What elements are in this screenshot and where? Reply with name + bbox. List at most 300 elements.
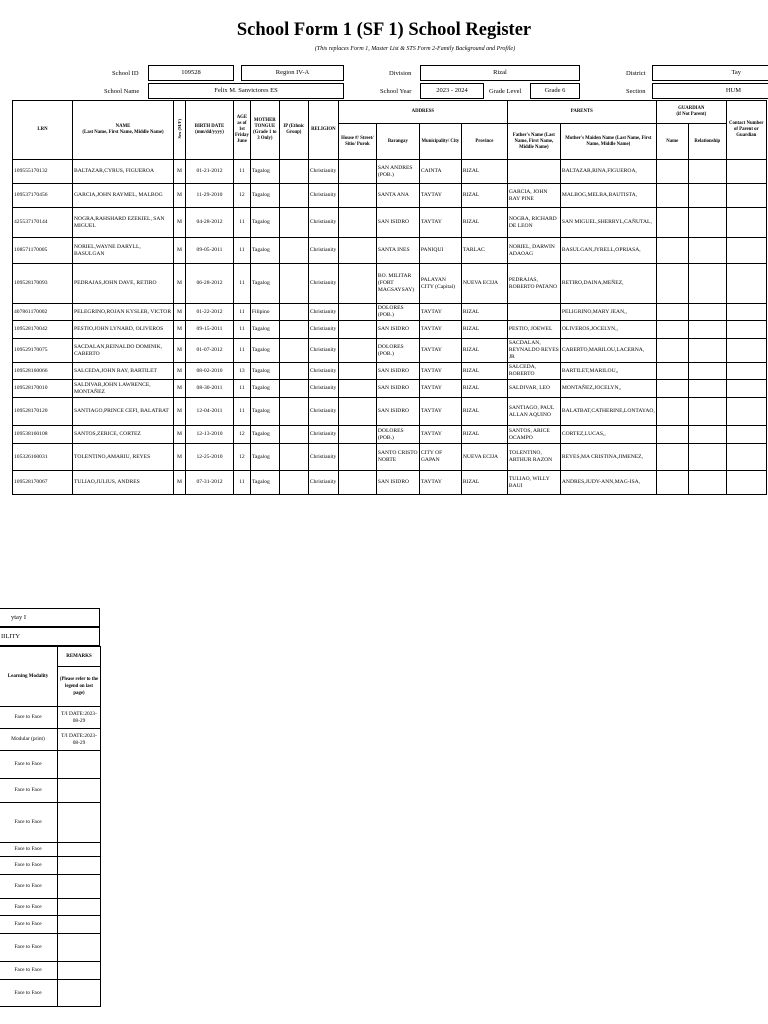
cell-mother: MALBOG,MELBA,BAUTISTA, bbox=[560, 184, 656, 208]
col-house: House #/ Street/ Sitio/ Purok bbox=[338, 124, 376, 160]
cell-contact bbox=[726, 184, 766, 208]
side-district-fragment: ytay I bbox=[0, 608, 100, 627]
cell-father: GARCIA, JOHN RAY PINE bbox=[507, 184, 560, 208]
col-age: AGE as of 1st Friday June bbox=[234, 101, 251, 160]
modality-cell: Face to Face bbox=[0, 934, 58, 962]
cell-birth: 08-02-2010 bbox=[186, 363, 234, 380]
col-birth: BIRTH DATE (mm/dd/yyyy) bbox=[186, 101, 234, 160]
cell-barangay: SAN ISIDRO bbox=[376, 208, 419, 238]
cell-contact bbox=[726, 444, 766, 471]
cell-religion: Christianity bbox=[308, 380, 338, 398]
cell-ip bbox=[279, 444, 308, 471]
cell-mother: CORTEZ,LUCAS,, bbox=[560, 426, 656, 444]
col-mother-tongue: MOTHER TONGUE (Grade 1 to 3 Only) bbox=[250, 101, 279, 160]
cell-house bbox=[338, 184, 376, 208]
cell-name: SANTOS,ZERICE, CORTEZ bbox=[73, 426, 174, 444]
table-row bbox=[13, 208, 767, 238]
modality-row bbox=[0, 843, 101, 857]
modality-cell: Face to Face bbox=[0, 843, 58, 857]
cell-contact bbox=[726, 208, 766, 238]
cell-age: 12 bbox=[234, 184, 251, 208]
cell-house bbox=[338, 208, 376, 238]
cell-province: RIZAL bbox=[461, 380, 507, 398]
cell-mother: SAN MIGUEL,SHERRYL,CAÑUTAL, bbox=[560, 208, 656, 238]
cell-contact bbox=[726, 398, 766, 426]
cell-barangay: BO. MILITAR (FORT MAGSAYSAY) bbox=[376, 264, 419, 304]
cell-municipality: PALAYAN CITY (Capital) bbox=[419, 264, 461, 304]
cell-lrn: 105326160031 bbox=[13, 444, 73, 471]
cell-father: SALCEDA, ROBERTO bbox=[507, 363, 560, 380]
cell-province: RIZAL bbox=[461, 363, 507, 380]
modality-cell: Face to Face bbox=[0, 857, 58, 875]
cell-contact bbox=[726, 471, 766, 495]
cell-religion: Christianity bbox=[308, 363, 338, 380]
cell-province: TARLAC bbox=[461, 238, 507, 264]
remarks-cell bbox=[58, 751, 101, 779]
cell-g_name bbox=[656, 208, 688, 238]
cell-municipality: CAINTA bbox=[419, 160, 461, 184]
cell-tongue: Tagalog bbox=[250, 444, 279, 471]
cell-ip bbox=[279, 339, 308, 363]
table-row bbox=[13, 398, 767, 426]
cell-contact bbox=[726, 426, 766, 444]
cell-province: RIZAL bbox=[461, 471, 507, 495]
cell-father bbox=[507, 304, 560, 321]
modality-cell: Face to Face bbox=[0, 899, 58, 916]
cell-birth: 01-21-2012 bbox=[186, 160, 234, 184]
cell-g_name bbox=[656, 321, 688, 339]
cell-lrn: 425537170144 bbox=[13, 208, 73, 238]
cell-lrn: 108571170005 bbox=[13, 238, 73, 264]
cell-birth: 12-04-2011 bbox=[186, 398, 234, 426]
cell-barangay: SANTA INES bbox=[376, 238, 419, 264]
cell-barangay: SAN ISIDRO bbox=[376, 380, 419, 398]
col-address: ADDRESS bbox=[338, 101, 507, 124]
cell-religion: Christianity bbox=[308, 208, 338, 238]
cell-sex: M bbox=[174, 426, 186, 444]
cell-g_rel bbox=[688, 444, 726, 471]
register-body bbox=[13, 160, 767, 495]
col-father: Father's Name (Last Name, First Name, Middle Name) bbox=[507, 124, 560, 160]
cell-name: SANTIAGO,PRINCE CEFI, BALATBAT bbox=[73, 398, 174, 426]
cell-religion: Christianity bbox=[308, 339, 338, 363]
modality-row bbox=[0, 962, 101, 980]
cell-tongue: Tagalog bbox=[250, 238, 279, 264]
col-guardian-name: Name bbox=[656, 124, 688, 160]
cell-mother: CABERTO,MARILOU,LACERNA, bbox=[560, 339, 656, 363]
cell-ip bbox=[279, 184, 308, 208]
cell-g_rel bbox=[688, 160, 726, 184]
cell-house bbox=[338, 339, 376, 363]
cell-ip bbox=[279, 264, 308, 304]
cell-name: NORIEL,WAYNE DARYLL, BASULGAN bbox=[73, 238, 174, 264]
cell-house bbox=[338, 160, 376, 184]
cell-g_rel bbox=[688, 339, 726, 363]
modality-row bbox=[0, 803, 101, 843]
table-row bbox=[13, 426, 767, 444]
cell-barangay: DOLORES (POB.) bbox=[376, 339, 419, 363]
cell-province: RIZAL bbox=[461, 321, 507, 339]
cell-tongue: Tagalog bbox=[250, 208, 279, 238]
page-subtitle: (This replaces Form 1, Master List & STS Form 2-Family Background and Profile) bbox=[314, 46, 516, 52]
cell-tongue: Filipino bbox=[250, 304, 279, 321]
cell-barangay: SANTA ANA bbox=[376, 184, 419, 208]
modality-row bbox=[0, 729, 101, 751]
cell-g_name bbox=[656, 380, 688, 398]
cell-sex: M bbox=[174, 339, 186, 363]
region-field: Region IV-A bbox=[241, 65, 344, 81]
school-name-label: School Name bbox=[104, 88, 140, 95]
modality-cell: Face to Face bbox=[0, 751, 58, 779]
cell-contact bbox=[726, 160, 766, 184]
cell-father bbox=[507, 160, 560, 184]
cell-tongue: Tagalog bbox=[250, 363, 279, 380]
remarks-cell: T/I DATE:2023-08-29 bbox=[58, 707, 101, 729]
cell-name: TULIAO,JULIUS, ANDRES bbox=[73, 471, 174, 495]
cell-mother: OLIVEROS,JOCELYN,, bbox=[560, 321, 656, 339]
cell-g_rel bbox=[688, 471, 726, 495]
cell-house bbox=[338, 471, 376, 495]
cell-mother: BALTAZAR,RINA,FIGUEROA, bbox=[560, 160, 656, 184]
remarks-cell bbox=[58, 934, 101, 962]
cell-barangay: SAN ISIDRO bbox=[376, 471, 419, 495]
grade-level-label: Grade Level bbox=[489, 88, 522, 95]
cell-ip bbox=[279, 208, 308, 238]
cell-religion: Christianity bbox=[308, 398, 338, 426]
cell-g_name bbox=[656, 304, 688, 321]
modality-cell: Face to Face bbox=[0, 779, 58, 803]
cell-province: RIZAL bbox=[461, 184, 507, 208]
cell-sex: M bbox=[174, 321, 186, 339]
cell-house bbox=[338, 321, 376, 339]
modality-row bbox=[0, 899, 101, 916]
col-lrn: LRN bbox=[13, 101, 73, 160]
cell-sex: M bbox=[174, 264, 186, 304]
cell-name: PESTIO,JOHN LYNARD, OLIVEROS bbox=[73, 321, 174, 339]
cell-name: NOGRA,RAHSHARD EZEKIEL, SAN MIGUEL bbox=[73, 208, 174, 238]
cell-province: NUEVA ECIJA bbox=[461, 444, 507, 471]
cell-tongue: Tagalog bbox=[250, 264, 279, 304]
cell-ip bbox=[279, 363, 308, 380]
table-row bbox=[13, 321, 767, 339]
cell-g_rel bbox=[688, 426, 726, 444]
cell-lrn: 407861170002 bbox=[13, 304, 73, 321]
cell-lrn: 109528170093 bbox=[13, 264, 73, 304]
col-parents: PARENTS bbox=[507, 101, 656, 124]
cell-g_name bbox=[656, 398, 688, 426]
cell-father: SANTIAGO, PAUL ALLAN AQUINO bbox=[507, 398, 560, 426]
cell-municipality: PANIQUI bbox=[419, 238, 461, 264]
cell-age: 11 bbox=[234, 339, 251, 363]
table-row bbox=[13, 238, 767, 264]
cell-g_rel bbox=[688, 264, 726, 304]
cell-name: TOLENTINO,AMARIU, REYES bbox=[73, 444, 174, 471]
section-label: Section bbox=[626, 88, 646, 95]
cell-mother: REYES,MA CRISTINA,JIMENEZ, bbox=[560, 444, 656, 471]
cell-g_name bbox=[656, 238, 688, 264]
modality-row bbox=[0, 875, 101, 899]
remarks-cell bbox=[58, 916, 101, 934]
cell-house bbox=[338, 426, 376, 444]
cell-province: RIZAL bbox=[461, 339, 507, 363]
remarks-cell bbox=[58, 899, 101, 916]
cell-ip bbox=[279, 426, 308, 444]
table-row bbox=[13, 304, 767, 321]
cell-lrn: 109528160066 bbox=[13, 363, 73, 380]
cell-house bbox=[338, 363, 376, 380]
cell-name: SALCEDA,JOHN RAY, BARTILET bbox=[73, 363, 174, 380]
cell-age: 11 bbox=[234, 398, 251, 426]
cell-father: SANTOS, ARICE OCAMPO bbox=[507, 426, 560, 444]
modality-row bbox=[0, 707, 101, 729]
modality-row bbox=[0, 857, 101, 875]
cell-mother: ANDRES,JUDY-ANN,MAG-ISA, bbox=[560, 471, 656, 495]
cell-religion: Christianity bbox=[308, 304, 338, 321]
table-row bbox=[13, 339, 767, 363]
cell-barangay: SAN ANDRES (POB.) bbox=[376, 160, 419, 184]
cell-age: 12 bbox=[234, 444, 251, 471]
cell-g_rel bbox=[688, 380, 726, 398]
cell-birth: 01-07-2012 bbox=[186, 339, 234, 363]
table-row bbox=[13, 184, 767, 208]
cell-tongue: Tagalog bbox=[250, 426, 279, 444]
cell-sex: M bbox=[174, 380, 186, 398]
district-label: District bbox=[626, 70, 646, 77]
cell-religion: Christianity bbox=[308, 444, 338, 471]
learning-modality-table bbox=[0, 646, 101, 1007]
cell-g_rel bbox=[688, 321, 726, 339]
col-contact: Contact Number of Parent or Guardian bbox=[726, 101, 766, 160]
table-row bbox=[13, 363, 767, 380]
remarks-cell: T/I DATE:2023-08-29 bbox=[58, 729, 101, 751]
cell-municipality: TAYTAY bbox=[419, 321, 461, 339]
cell-barangay: SAN ISIDRO bbox=[376, 398, 419, 426]
modality-cell: Face to Face bbox=[0, 962, 58, 980]
cell-religion: Christianity bbox=[308, 321, 338, 339]
cell-age: 11 bbox=[234, 264, 251, 304]
modality-row bbox=[0, 751, 101, 779]
cell-barangay: DOLORES (POB.) bbox=[376, 426, 419, 444]
remarks-cell bbox=[58, 779, 101, 803]
cell-municipality: TAYTAY bbox=[419, 184, 461, 208]
cell-father: SACDALAN, REYNALDO REYES JR bbox=[507, 339, 560, 363]
cell-house bbox=[338, 444, 376, 471]
remarks-header: REMARKS bbox=[58, 647, 101, 667]
cell-father: PEDRAJAS, ROBERTO PATANO bbox=[507, 264, 560, 304]
cell-birth: 09-05-2011 bbox=[186, 238, 234, 264]
cell-lrn: 109528170010 bbox=[13, 380, 73, 398]
modality-row bbox=[0, 934, 101, 962]
cell-religion: Christianity bbox=[308, 264, 338, 304]
division-label: Division bbox=[389, 70, 412, 77]
cell-father: SALDIVAR, LEO bbox=[507, 380, 560, 398]
cell-sex: M bbox=[174, 444, 186, 471]
section-field: HUM bbox=[652, 83, 768, 99]
school-year-field: 2023 - 2024 bbox=[420, 83, 484, 99]
cell-mother: BALATBAT,CATHERINE,LONTAYAO, bbox=[560, 398, 656, 426]
modality-cell: Face to Face bbox=[0, 916, 58, 934]
cell-religion: Christianity bbox=[308, 471, 338, 495]
cell-birth: 08-30-2011 bbox=[186, 380, 234, 398]
cell-municipality: TAYTAY bbox=[419, 339, 461, 363]
cell-birth: 01-22-2012 bbox=[186, 304, 234, 321]
cell-lrn: 109529170075 bbox=[13, 339, 73, 363]
cell-province: RIZAL bbox=[461, 398, 507, 426]
table-row bbox=[13, 160, 767, 184]
col-province: Province bbox=[461, 124, 507, 160]
cell-sex: M bbox=[174, 184, 186, 208]
cell-name: BALTAZAR,CYRUS, FIGUEROA bbox=[73, 160, 174, 184]
cell-contact bbox=[726, 339, 766, 363]
cell-name: PEDRAJAS,JOHN DAVE, RETIRO bbox=[73, 264, 174, 304]
cell-birth: 07-31-2012 bbox=[186, 471, 234, 495]
cell-g_rel bbox=[688, 363, 726, 380]
modality-cell: Modular (print) bbox=[0, 729, 58, 751]
cell-father: TULIAO, WILLY BAUI bbox=[507, 471, 560, 495]
cell-g_name bbox=[656, 363, 688, 380]
cell-age: 11 bbox=[234, 238, 251, 264]
cell-house bbox=[338, 380, 376, 398]
cell-g_name bbox=[656, 339, 688, 363]
cell-lrn: 109537170456 bbox=[13, 184, 73, 208]
cell-tongue: Tagalog bbox=[250, 339, 279, 363]
cell-sex: M bbox=[174, 398, 186, 426]
modality-cell: Face to Face bbox=[0, 875, 58, 899]
cell-religion: Christianity bbox=[308, 238, 338, 264]
cell-province: RIZAL bbox=[461, 160, 507, 184]
cell-sex: M bbox=[174, 160, 186, 184]
cell-lrn: 109528170120 bbox=[13, 398, 73, 426]
cell-ip bbox=[279, 471, 308, 495]
remarks-cell bbox=[58, 803, 101, 843]
cell-sex: M bbox=[174, 208, 186, 238]
cell-age: 11 bbox=[234, 380, 251, 398]
remarks-cell bbox=[58, 857, 101, 875]
cell-sex: M bbox=[174, 363, 186, 380]
modality-row bbox=[0, 916, 101, 934]
col-sex: Sex (M/F) bbox=[174, 101, 186, 160]
cell-sex: M bbox=[174, 304, 186, 321]
cell-municipality: TAYTAY bbox=[419, 208, 461, 238]
cell-age: 12 bbox=[234, 426, 251, 444]
cell-birth: 12-25-2010 bbox=[186, 444, 234, 471]
cell-province: NUEVA ECIJA bbox=[461, 264, 507, 304]
cell-tongue: Tagalog bbox=[250, 160, 279, 184]
cell-lrn: 109528170042 bbox=[13, 321, 73, 339]
cell-age: 13 bbox=[234, 363, 251, 380]
cell-house bbox=[338, 238, 376, 264]
cell-tongue: Tagalog bbox=[250, 380, 279, 398]
cell-contact bbox=[726, 304, 766, 321]
cell-province: RIZAL bbox=[461, 426, 507, 444]
cell-g_rel bbox=[688, 304, 726, 321]
modality-row bbox=[0, 980, 101, 1007]
cell-municipality: TAYTAY bbox=[419, 380, 461, 398]
modality-cell: Face to Face bbox=[0, 707, 58, 729]
school-year-label: School Year bbox=[380, 88, 412, 95]
school-name-field: Felix M. Sanvictores ES bbox=[148, 83, 344, 99]
cell-house bbox=[338, 304, 376, 321]
cell-sex: M bbox=[174, 471, 186, 495]
cell-house bbox=[338, 398, 376, 426]
modality-cell: Face to Face bbox=[0, 803, 58, 843]
remarks-cell bbox=[58, 980, 101, 1007]
cell-mother: BASULGAN,JYRELL,OPRIASA, bbox=[560, 238, 656, 264]
school-id-field: 109528 bbox=[148, 65, 234, 81]
cell-ip bbox=[279, 304, 308, 321]
cell-father: TOLENTINO, ARTHUR RAZON bbox=[507, 444, 560, 471]
cell-tongue: Tagalog bbox=[250, 184, 279, 208]
cell-g_rel bbox=[688, 398, 726, 426]
cell-age: 11 bbox=[234, 160, 251, 184]
grade-level-field: Grade 6 bbox=[530, 83, 580, 99]
learning-modality-body bbox=[0, 707, 101, 1007]
cell-contact bbox=[726, 264, 766, 304]
cell-tongue: Tagalog bbox=[250, 471, 279, 495]
cell-religion: Christianity bbox=[308, 160, 338, 184]
cell-name: GARCIA,JOHN RAYMEL, MALBOG bbox=[73, 184, 174, 208]
cell-birth: 04-28-2012 bbox=[186, 208, 234, 238]
cell-name: PELEGRINO,ROJAN KYSLER, VICTOR bbox=[73, 304, 174, 321]
cell-age: 11 bbox=[234, 471, 251, 495]
cell-ip bbox=[279, 321, 308, 339]
cell-g_rel bbox=[688, 238, 726, 264]
remarks-cell bbox=[58, 962, 101, 980]
cell-municipality: TAYTAY bbox=[419, 398, 461, 426]
cell-province: RIZAL bbox=[461, 304, 507, 321]
cell-contact bbox=[726, 363, 766, 380]
table-row bbox=[13, 380, 767, 398]
cell-house bbox=[338, 264, 376, 304]
page-title: School Form 1 (SF 1) School Register bbox=[236, 20, 532, 40]
cell-municipality: TAYTAY bbox=[419, 363, 461, 380]
col-mother: Mother's Maiden Name (Last Name, First Name, Middle Name) bbox=[560, 124, 656, 160]
col-religion: RELIGION bbox=[308, 101, 338, 160]
cell-father: NOGRA, RICHARD DE LEON bbox=[507, 208, 560, 238]
cell-contact bbox=[726, 238, 766, 264]
cell-father: PESTIO, JOEWEL bbox=[507, 321, 560, 339]
cell-ip bbox=[279, 398, 308, 426]
cell-municipality: TAYTAY bbox=[419, 304, 461, 321]
school-id-label: School ID bbox=[112, 70, 139, 77]
table-row bbox=[13, 264, 767, 304]
cell-sex: M bbox=[174, 238, 186, 264]
cell-ip bbox=[279, 160, 308, 184]
table-row bbox=[13, 444, 767, 471]
cell-mother: RETIRO,DAINA,MEÑEZ, bbox=[560, 264, 656, 304]
cell-municipality: TAYTAY bbox=[419, 426, 461, 444]
cell-contact bbox=[726, 321, 766, 339]
cell-ip bbox=[279, 238, 308, 264]
cell-contact bbox=[726, 380, 766, 398]
cell-religion: Christianity bbox=[308, 184, 338, 208]
col-municipality: Municipality/ City bbox=[419, 124, 461, 160]
cell-tongue: Tagalog bbox=[250, 398, 279, 426]
register-table bbox=[12, 100, 767, 495]
cell-g_rel bbox=[688, 184, 726, 208]
cell-birth: 12-13-2010 bbox=[186, 426, 234, 444]
cell-mother: BARTILET,MARILOU,, bbox=[560, 363, 656, 380]
remarks-cell bbox=[58, 843, 101, 857]
cell-barangay: SAN ISIDRO bbox=[376, 321, 419, 339]
cell-age: 11 bbox=[234, 304, 251, 321]
cell-father: NORIEL, DARWIN ADAOAG bbox=[507, 238, 560, 264]
side-section-fragment: IILITY bbox=[0, 627, 100, 646]
cell-g_name bbox=[656, 471, 688, 495]
remarks-subheader: (Please refer to the legend on last page) bbox=[58, 667, 101, 707]
cell-tongue: Tagalog bbox=[250, 321, 279, 339]
col-guardian-relationship: Relationship bbox=[688, 124, 726, 160]
